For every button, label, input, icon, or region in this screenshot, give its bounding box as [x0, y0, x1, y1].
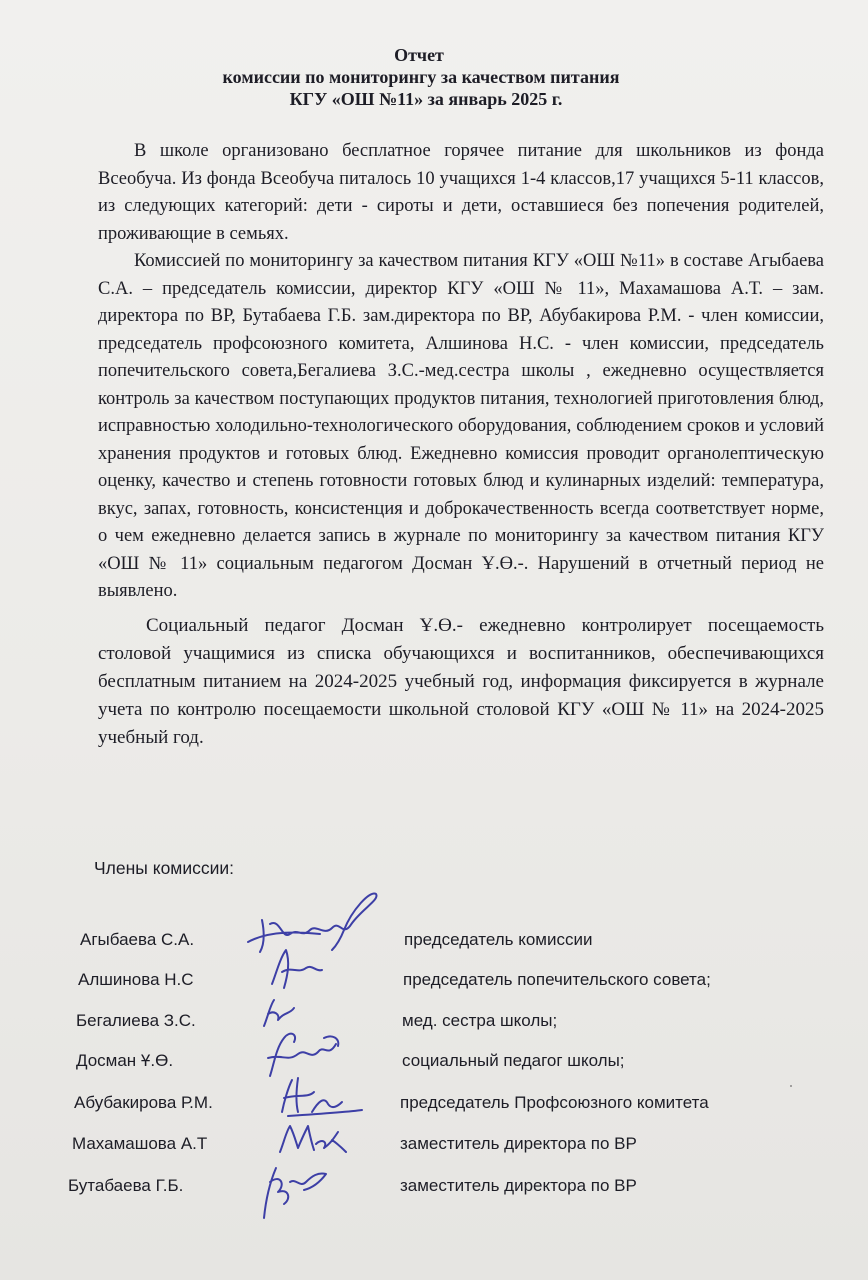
signature-alshinova: [262, 944, 332, 994]
member-row: [0, 930, 868, 960]
paragraph-attendance: Социальный педагог Досман Ұ.Ө.- ежедневно контролирует посещаемость столовой учащимися из списка обучающихся и воспитанников, обеспечивающихся бесплатным питанием на 2024-2025 учебный год, информация фиксируется в журнале учета по контролю посещаемости школьной столовой КГУ «ОШ № 11» на 2024-2025 учебный год.: [98, 614, 824, 748]
member-name: Абубакирова Р.М.: [74, 1093, 213, 1112]
member-row: [0, 1176, 868, 1206]
paper-speck: [790, 1085, 792, 1087]
member-row: [0, 970, 868, 1000]
members-title: Члены комиссии:: [94, 858, 235, 878]
member-role: социальный педагог школы;: [402, 1051, 625, 1070]
member-name: Агыбаева С.А.: [80, 930, 195, 949]
report-body: [98, 138, 824, 752]
member-row: [0, 1011, 868, 1041]
member-name: Алшинова Н.С: [78, 970, 194, 989]
report-period: КГУ «ОШ №11» за январь 2025 г.: [289, 89, 563, 109]
member-name: Бутабаева Г.Б.: [68, 1176, 184, 1195]
signature-abubakirova: [268, 1072, 368, 1122]
member-role: председатель Профсоюзного комитета: [400, 1093, 709, 1112]
member-role: председатель попечительского совета;: [403, 970, 711, 989]
member-row: [0, 1134, 868, 1164]
member-name: Махамашова А.Т: [72, 1134, 208, 1153]
report-subtitle: комиссии по мониторингу за качеством питания: [222, 67, 620, 87]
signature-makhamashova: [272, 1118, 352, 1162]
paragraph-funding: В школе организовано бесплатное горячее питание для школьников из фонда Всеобуча. Из фонда Всеобуча питалось 10 учащихся 1-4 классов,17 учащихся 5-11 классов, из следующих категорий: дети - сироты и дети, оставшиеся без попечения родителей, проживающие в семьях.: [98, 141, 824, 244]
signature-butabaeva: [256, 1158, 336, 1228]
report-title: Отчет: [394, 45, 444, 65]
member-row: [0, 1051, 868, 1081]
member-row: [0, 1093, 868, 1123]
member-role: председатель комиссии: [404, 930, 593, 949]
member-name: Бегалиева З.С.: [76, 1011, 196, 1030]
member-role: заместитель директора по ВР: [400, 1134, 637, 1153]
report-header: [0, 44, 868, 110]
member-name: Досман Ұ.Ө.: [76, 1051, 174, 1070]
member-role: заместитель директора по ВР: [400, 1176, 637, 1195]
member-role: мед. сестра школы;: [402, 1011, 558, 1030]
paragraph-commission: Комиссией по мониторингу за качеством питания КГУ «ОШ №11» в составе Агыбаева С.А. – председатель комиссии, директор КГУ «ОШ № 11», Махамашова А.Т. – зам. директора по ВР, Бутабаева Г.Б. зам.директора по ВР, Абубакирова Р.М. - член комиссии, председатель профсоюзного комитета, Алшинова Н.С. - член комиссии, председатель попечительского совета,Бегалиева З.С.-мед.сестра школы , ежедневно осуществляется контроль за качеством поступающих продуктов питания, технологией приготовления блюд, исправностью холодильно-технологического оборудования, соблюдением сроков и условий хранения продуктов и готовых блюд. Ежедневно комиссия проводит органолептическую оценку, качество и степень готовности готовых блюд и кулинарных изделий: температура, вкус, запах, готовность, консистенция и доброкачественность всегда соответствует норме, о чем ежедневно делается запись в журнале по мониторингу за качеством питания КГУ «ОШ № 11» социальным педагогом Досман Ұ.Ө.-. Нарушений в отчетный период не выявлено.: [98, 251, 824, 601]
